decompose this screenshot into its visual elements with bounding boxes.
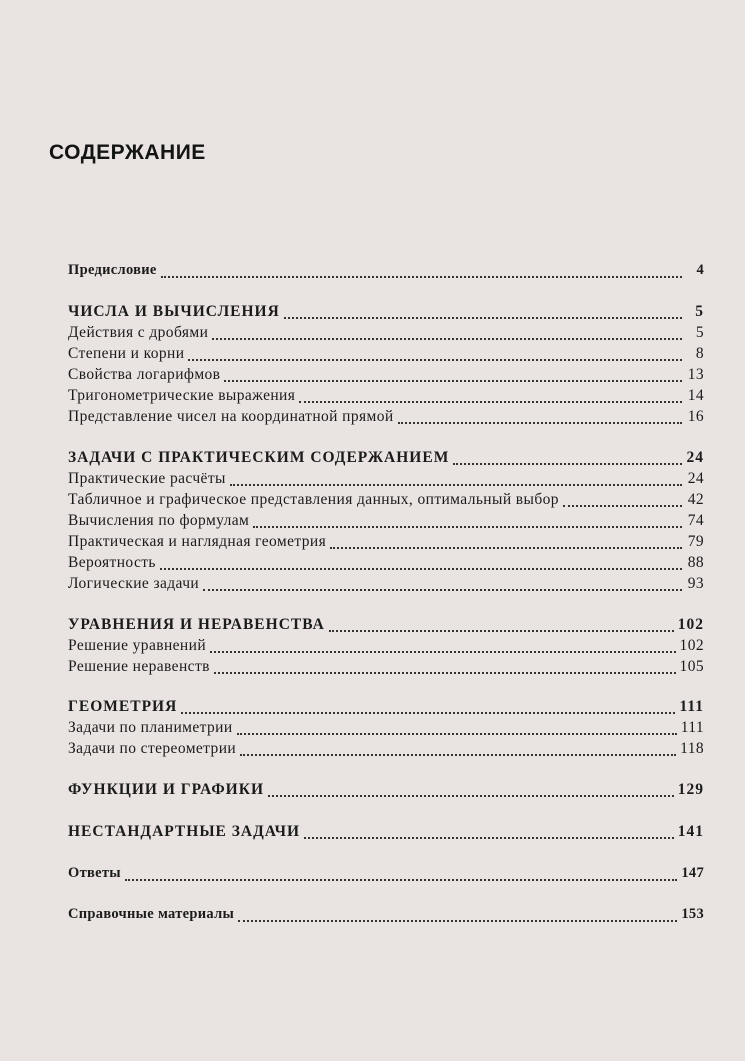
toc-entry-page: 5 [695,324,704,341]
dot-leader [268,795,674,797]
toc-entry-page: 8 [695,345,704,362]
toc-section-nonstandard[interactable] [68,823,704,845]
toc-entry-page: 79 [687,533,704,550]
dot-leader [453,463,682,465]
toc-entry-page: 24 [687,470,704,487]
toc-entry[interactable] [68,366,704,388]
dot-leader [240,754,676,756]
dot-leader [212,338,682,340]
toc-entry-page: 111 [680,719,704,736]
toc-entry-title: Предисловие [68,262,157,278]
toc-entry-title: ЗАДАЧИ С ПРАКТИЧЕСКИМ СОДЕРЖАНИЕМ [68,449,450,466]
toc-entry-page: 14 [687,387,704,404]
toc-entry-page: 129 [677,781,704,798]
toc-entry[interactable] [68,408,704,430]
toc-entry-title: Задачи по планиметрии [68,719,233,736]
dot-leader [160,568,682,570]
toc-section-equations[interactable] [68,616,704,638]
toc-entry-page: 111 [679,698,704,715]
dot-leader [304,837,674,839]
dot-leader [188,359,682,361]
toc-entry-title: УРАВНЕНИЯ И НЕРАВЕНСТВА [68,616,325,633]
dot-leader [563,505,682,507]
toc-entry[interactable] [68,637,704,659]
toc-entry-page: 13 [687,366,704,383]
toc-section-practical[interactable] [68,449,704,471]
toc-entry-title: Логические задачи [68,575,200,592]
dot-leader [203,589,682,591]
dot-leader [330,547,682,549]
toc-entry-title: Действия с дробями [68,324,209,341]
toc-entry-title: Практическая и наглядная геометрия [68,533,327,550]
toc-entry-page: 105 [679,658,704,675]
toc-entry[interactable] [68,491,704,513]
toc-section-numbers[interactable] [68,303,704,325]
toc-entry[interactable] [68,387,704,409]
dot-leader [329,630,674,632]
toc-entry-page: 74 [687,512,704,529]
dot-leader [237,733,677,735]
toc-entry-page: 88 [687,554,704,571]
toc-entry[interactable] [68,470,704,492]
toc-entry-title: Справочные материалы [68,906,235,922]
toc-entry-title: Вычисления по формулам [68,512,250,529]
toc-entry-page: 93 [687,575,704,592]
dot-leader [284,317,682,319]
toc-entry[interactable] [68,575,704,597]
toc-entry[interactable] [68,658,704,680]
toc-entry-page: 141 [677,823,704,840]
toc-entry-title: Практические расчёты [68,470,226,487]
toc-entry-title: Представление чисел на координатной прямой [68,408,394,425]
toc-entry[interactable] [68,512,704,534]
dot-leader [125,879,677,881]
toc-entry[interactable] [68,554,704,576]
toc-entry-title: Решение неравенств [68,658,210,675]
toc-entry[interactable] [68,719,704,741]
toc-entry-title: ГЕОМЕТРИЯ [68,698,178,715]
toc-entry-title: Тригонометрические выражения [68,387,296,404]
toc-entry-page: 4 [696,262,704,278]
toc-entry-title: Свойства логарифмов [68,366,221,383]
dot-leader [181,712,675,714]
dot-leader [214,672,676,674]
toc-entry[interactable] [68,324,704,346]
toc-entry-title: Степени и корни [68,345,185,362]
toc-entry-title: ФУНКЦИИ И ГРАФИКИ [68,781,265,798]
toc-entry-title: Решение уравнений [68,637,207,654]
toc-entry-page: 153 [681,906,704,922]
toc-section-functions[interactable] [68,781,704,803]
dot-leader [210,651,676,653]
toc-entry-page: 102 [677,616,704,633]
dot-leader [398,422,682,424]
dot-leader [230,484,682,486]
toc-entry-page: 5 [695,303,704,320]
toc-entry-preface[interactable] [68,262,704,284]
dot-leader [238,920,677,922]
toc-entry[interactable] [68,345,704,367]
dot-leader [224,380,682,382]
toc-entry-title: ЧИСЛА И ВЫЧИСЛЕНИЯ [68,303,280,320]
toc-heading: СОДЕРЖАНИЕ [49,141,206,164]
toc-entry-title: Ответы [68,865,121,881]
toc-entry-title: Табличное и графическое представления данных, оптимальный выбор [68,491,559,508]
toc-entry-title: Вероятность [68,554,156,571]
toc-entry[interactable] [68,533,704,555]
toc-entry-page: 147 [681,865,704,881]
toc-entry-page: 102 [679,637,704,654]
dot-leader [253,526,682,528]
toc-entry[interactable] [68,740,704,762]
toc-section-geometry[interactable] [68,698,704,720]
toc-entry-page: 16 [687,408,704,425]
dot-leader [299,401,682,403]
toc-entry-page: 42 [687,491,704,508]
dot-leader [161,276,682,278]
toc-entry-title: Задачи по стереометрии [68,740,237,757]
toc-entry-page: 24 [686,449,704,466]
toc-entry-page: 118 [680,740,704,757]
toc-entry-answers[interactable] [68,865,704,887]
toc-entry-reference[interactable] [68,906,704,928]
toc-entry-title: НЕСТАНДАРТНЫЕ ЗАДАЧИ [68,823,301,840]
